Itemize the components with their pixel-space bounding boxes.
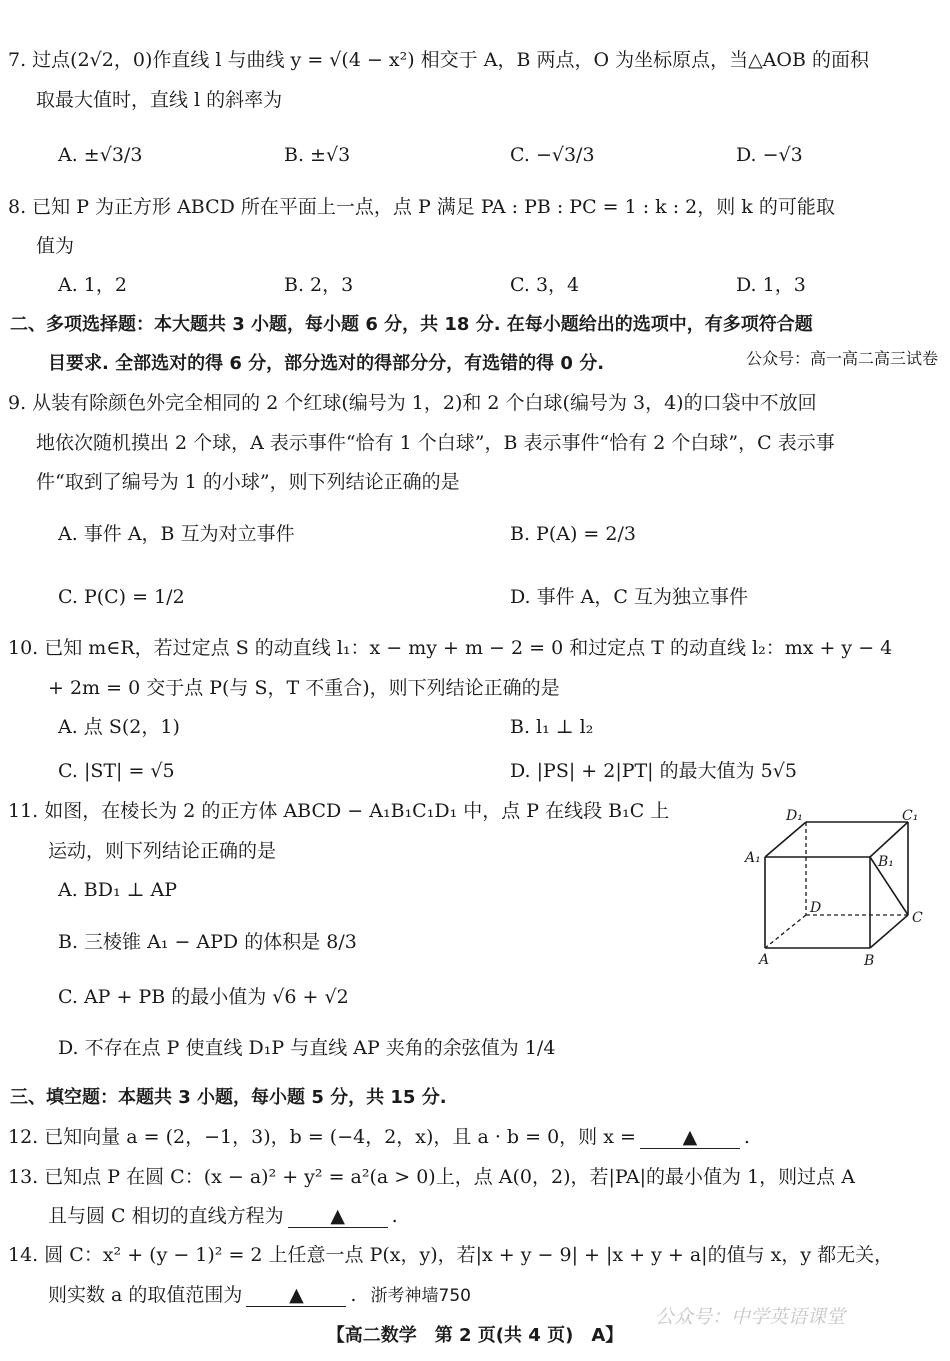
q10-option-b: B. l₁ ⊥ l₂ [510,716,594,738]
edge-a1-d1 [765,822,806,857]
q9-stem-line2: 地依次随机摸出 2 个球，A 表示事件“恰有 1 个白球”，B 表示事件“恰有 2 个白球”，C 表示事 [36,432,835,454]
section3-heading: 三、填空题：本题共 3 小题，每小题 5 分，共 15 分. [10,1087,447,1108]
q13-stem-line2 [48,1201,398,1231]
label-a1: A₁ [745,850,761,866]
q12-text: 12. 已知向量 a = (2，−1，3)，b = (−4，2，x)，且 a · b = 0，则 x = [8,1126,636,1148]
page-footer: 【高二数学 第 2 页(共 4 页) A】 [326,1325,624,1346]
q9-option-a: A. 事件 A，B 互为对立事件 [58,523,295,545]
q10-stem-line1: 10. 已知 m∈R，若过定点 S 的动直线 l₁：x − my + m − 2 = 0 和过定点 T 的动直线 l₂：mx + y − 4 [8,637,893,659]
q7-option-c: C. −√3/3 [510,144,595,166]
q13-end: . [391,1205,398,1227]
q7-stem-line2: 取最大值时，直线 l 的斜率为 [36,89,283,111]
label-c1: C₁ [902,808,919,824]
q8-option-c: C. 3，4 [510,274,580,296]
label-b1: B₁ [878,854,894,870]
q10-option-c: C. |ST| = √5 [58,760,175,782]
q7-option-a: A. ±√3/3 [58,144,143,166]
q8-option-a: A. 1，2 [58,274,127,296]
q14-stem-line2 [48,1280,471,1311]
q13-stem-line1: 13. 已知点 P 在圆 C：(x − a)² + y² = a²(a > 0)上，点 A(0，2)，若|PA|的最小值为 1，则过点 A [8,1166,855,1188]
section2-instructions: 目要求. 全部选对的得 6 分，部分选对的得部分分，有选错的得 0 分. [48,353,605,374]
q11-option-d: D. 不存在点 P 使直线 D₁P 与直线 AP 夹角的余弦值为 1/4 [58,1037,556,1059]
q11-option-a: A. BD₁ ⊥ AP [58,879,178,901]
q13-text: 且与圆 C 相切的直线方程为 [48,1205,284,1227]
q10-option-a: A. 点 S(2，1) [58,716,180,738]
watermark-text: 公众号：高一高二高三试卷 [745,349,938,368]
q8-stem-line1: 8. 已知 P 为正方形 ABCD 所在平面上一点，点 P 满足 PA : PB : PC = 1 : k : 2，则 k 的可能取 [8,196,835,218]
edge-c-b [870,915,908,948]
q8-option-d: D. 1，3 [736,274,806,296]
q9-stem-line3: 件“取到了编号为 1 的小球”，则下列结论正确的是 [36,471,460,493]
q14-answer-blank[interactable]: ▲ [246,1284,346,1307]
cube-figure [740,800,935,970]
q11-option-b: B. 三棱锥 A₁ − APD 的体积是 8/3 [58,931,357,953]
watermark-bottom: 公众号：中学英语课堂 [655,1306,846,1328]
q7-option-d: D. −√3 [736,144,803,166]
q14-end: . [350,1284,357,1306]
q14-stem-line1: 14. 圆 C：x² + (y − 1)² = 2 上任意一点 P(x，y)，若|x + y − 9| + |x + y + a|的值与 x，y 都无关， [8,1244,894,1266]
q7-option-b: B. ±√3 [284,144,351,166]
q9-stem-line1: 9. 从装有除颜色外完全相同的 2 个红球(编号为 1，2)和 2 个白球(编号为 3，4)的口袋中不放回 [8,392,817,414]
q7-stem-line1: 7. 过点(2√2，0)作直线 l 与曲线 y = √(4 − x²) 相交于 A，B 两点，O 为坐标原点，当△AOB 的面积 [8,49,869,71]
edge-c1-b1 [870,822,908,857]
label-b: B [864,953,875,969]
label-a: A [759,952,770,968]
label-c: C [912,910,923,926]
q8-option-b: B. 2，3 [284,274,354,296]
q10-option-d: D. |PS| + 2|PT| 的最大值为 5√5 [510,760,797,782]
q14-text: 则实数 a 的取值范围为 [48,1284,243,1306]
section2-heading: 二、多项选择题：本大题共 3 小题，每小题 6 分，共 18 分. 在每小题给出的选项中，有多项符合题 [10,314,813,335]
q11-stem-line1: 11. 如图，在棱长为 2 的正方体 ABCD − A₁B₁C₁D₁ 中，点 P 在线段 B₁C 上 [8,800,670,822]
q11-stem-line2: 运动，则下列结论正确的是 [48,840,277,862]
q8-stem-line2: 值为 [36,235,75,257]
hidden-edge-d-a [765,915,806,948]
q12-end: . [743,1126,750,1148]
q9-option-d: D. 事件 A，C 互为独立事件 [510,586,748,608]
q10-stem-line2: + 2m = 0 交于点 P(与 S，T 不重合)，则下列结论正确的是 [48,677,560,699]
q9-option-c: C. P(C) = 1/2 [58,586,185,608]
label-d1: D₁ [786,808,803,824]
q14-tag: 浙考神墙750 [370,1286,471,1306]
q12-stem [8,1122,750,1152]
q9-option-b: B. P(A) = 2/3 [510,523,636,545]
q12-answer-blank[interactable]: ▲ [640,1126,740,1149]
label-d: D [810,900,822,916]
q13-answer-blank[interactable]: ▲ [288,1205,388,1228]
q11-option-c: C. AP + PB 的最小值为 √6 + √2 [58,986,349,1008]
